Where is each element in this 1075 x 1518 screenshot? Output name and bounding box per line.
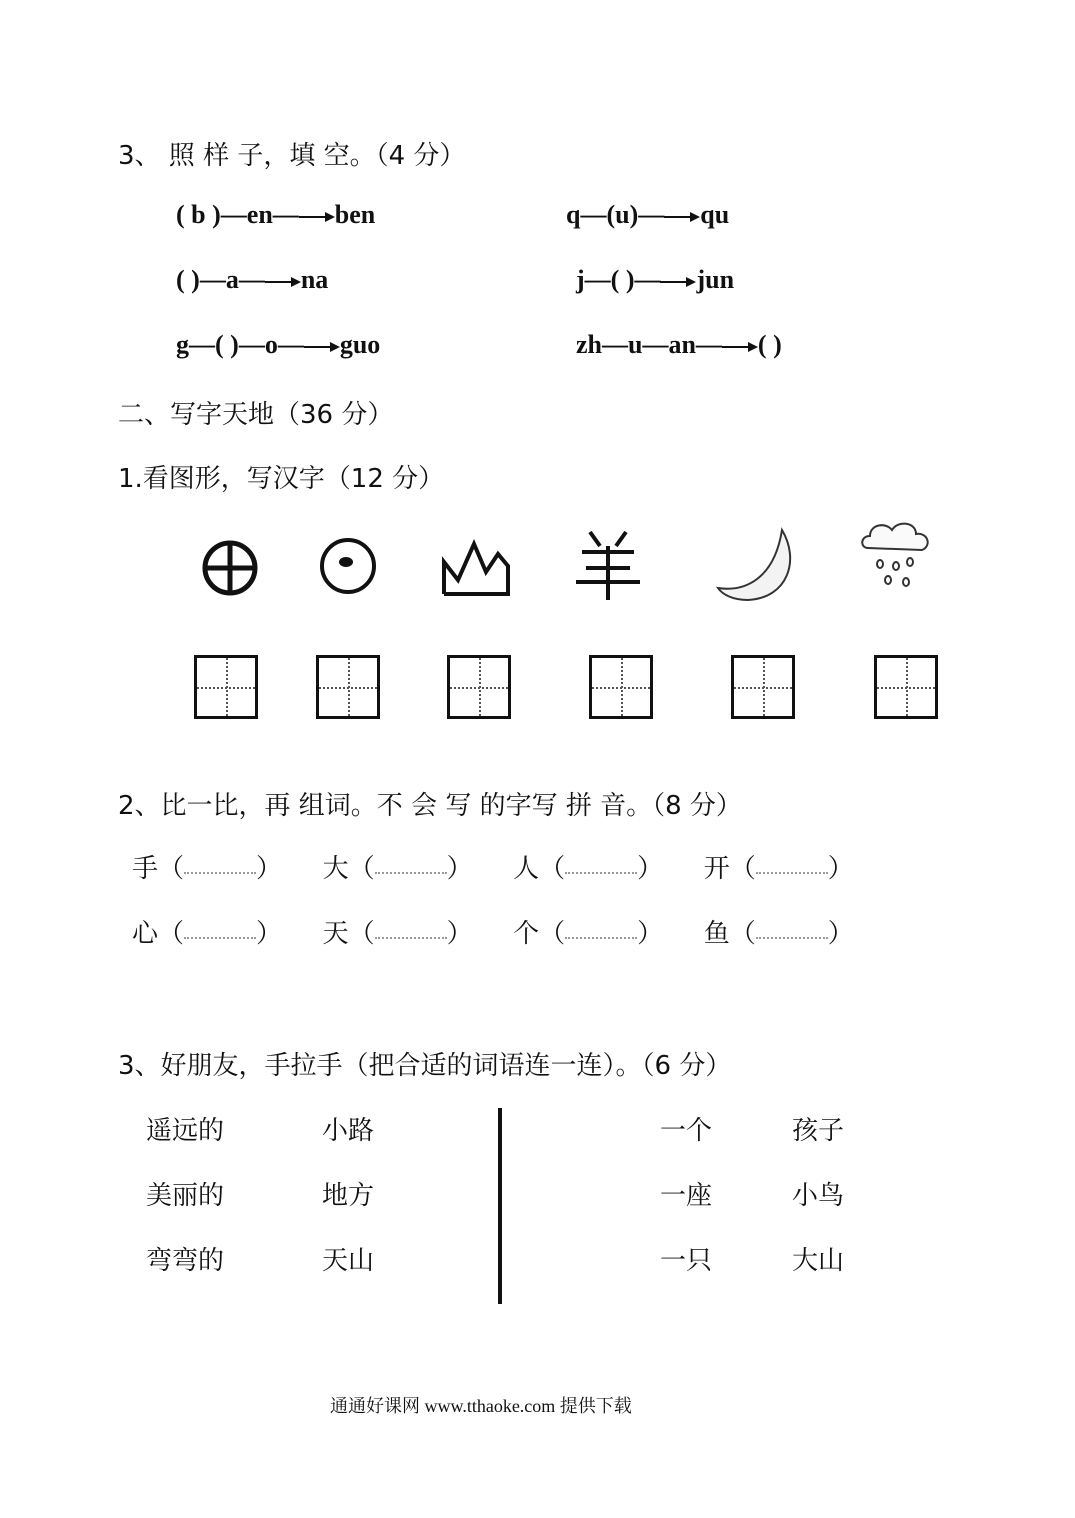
char-label: ） — [637, 854, 664, 884]
mountain-icon — [428, 520, 524, 616]
word-row-1 — [132, 848, 854, 885]
arrow-icon — [304, 340, 340, 354]
question-1-title: 1.看图形，写汉字（12 分） — [118, 464, 445, 494]
char-label: 鱼（ — [703, 919, 756, 949]
pinyin-result: qu — [700, 200, 730, 229]
pinyin-expr: ( b )—en— — [176, 200, 299, 229]
match-right-word[interactable]: 孩子 — [792, 1116, 845, 1146]
match-right-word[interactable]: 小鸟 — [792, 1181, 845, 1211]
answer-blank[interactable] — [375, 866, 447, 874]
char-label: 开（ — [703, 854, 756, 884]
answer-blank[interactable] — [565, 931, 637, 939]
match-right-word[interactable]: 一个 — [660, 1116, 713, 1146]
pinyin-expr: g—( )—o— — [176, 330, 304, 359]
writing-box[interactable] — [731, 655, 795, 719]
answer-blank[interactable] — [756, 866, 828, 874]
match-left-word[interactable]: 小路 — [322, 1116, 375, 1146]
match-left-word[interactable]: 天山 — [322, 1246, 375, 1276]
char-label: ） — [446, 919, 473, 949]
match-right-word[interactable]: 一只 — [660, 1246, 713, 1276]
pinyin-row-2-right — [576, 265, 734, 295]
section-2-title: 二、写字天地（36 分） — [118, 400, 394, 430]
char-label: ） — [827, 919, 854, 949]
pinyin-row-1-right — [566, 200, 729, 230]
field-icon — [182, 520, 278, 616]
char-label: ） — [637, 919, 664, 949]
char-label: ） — [827, 854, 854, 884]
question-2-title: 2、比一比，再 组词。不 会 写 的字写 拼 音。（8 分） — [118, 791, 742, 821]
pinyin-expr: zh—u—an— — [576, 330, 722, 359]
footer-text: 通通好课网 www.tthaoke.com 提供下载 — [330, 1396, 632, 1416]
char-label: 心（ — [132, 919, 185, 949]
word-row-2 — [132, 913, 854, 950]
moon-icon — [708, 520, 804, 616]
pinyin-result: ( ) — [757, 330, 782, 359]
writing-box[interactable] — [447, 655, 511, 719]
answer-blank[interactable] — [565, 866, 637, 874]
arrow-icon — [722, 340, 758, 354]
match-left-word[interactable]: 地方 — [322, 1181, 375, 1211]
pinyin-expr: q—(u)— — [566, 200, 665, 229]
arrow-icon — [265, 275, 301, 289]
char-label: ） — [446, 854, 473, 884]
writing-box[interactable] — [589, 655, 653, 719]
pinyin-result: guo — [339, 330, 381, 359]
question-3-match-title: 3、好朋友，手拉手（把合适的词语连一连）。（6 分） — [118, 1051, 732, 1081]
pinyin-row-2-left — [176, 265, 328, 295]
match-left-word[interactable]: 遥远的 — [146, 1116, 225, 1146]
pinyin-result: na — [300, 265, 329, 294]
answer-blank[interactable] — [375, 931, 447, 939]
pinyin-expr: j—( )— — [576, 265, 661, 294]
sheep-icon — [560, 518, 656, 614]
char-label: 天（ — [322, 919, 375, 949]
char-label: 大（ — [322, 854, 375, 884]
divider-line — [498, 1108, 502, 1304]
pinyin-result: ben — [334, 200, 376, 229]
match-right-word[interactable]: 一座 — [660, 1181, 713, 1211]
writing-box[interactable] — [874, 655, 938, 719]
pinyin-result: jun — [696, 265, 735, 294]
char-label: ） — [256, 854, 283, 884]
arrow-icon — [664, 210, 700, 224]
sun-icon — [300, 518, 396, 614]
pinyin-row-3-right — [576, 330, 782, 360]
answer-blank[interactable] — [184, 931, 256, 939]
char-label: 手（ — [132, 854, 185, 884]
char-label: ） — [256, 919, 283, 949]
question-3-title: 3、 照 样 子，填 空。（4 分） — [118, 141, 466, 171]
pinyin-row-3-left — [176, 330, 380, 360]
rain-icon — [850, 510, 946, 606]
match-left-word[interactable]: 弯弯的 — [146, 1246, 225, 1276]
pinyin-expr: ( )—a— — [176, 265, 265, 294]
answer-blank[interactable] — [756, 931, 828, 939]
arrow-icon — [660, 275, 696, 289]
char-label: 人（ — [513, 854, 566, 884]
pinyin-row-1-left — [176, 200, 375, 230]
match-left-word[interactable]: 美丽的 — [146, 1181, 225, 1211]
writing-box[interactable] — [194, 655, 258, 719]
arrow-icon — [299, 210, 335, 224]
char-label: 个（ — [513, 919, 566, 949]
writing-box[interactable] — [316, 655, 380, 719]
match-right-word[interactable]: 大山 — [792, 1246, 845, 1276]
answer-blank[interactable] — [184, 866, 256, 874]
